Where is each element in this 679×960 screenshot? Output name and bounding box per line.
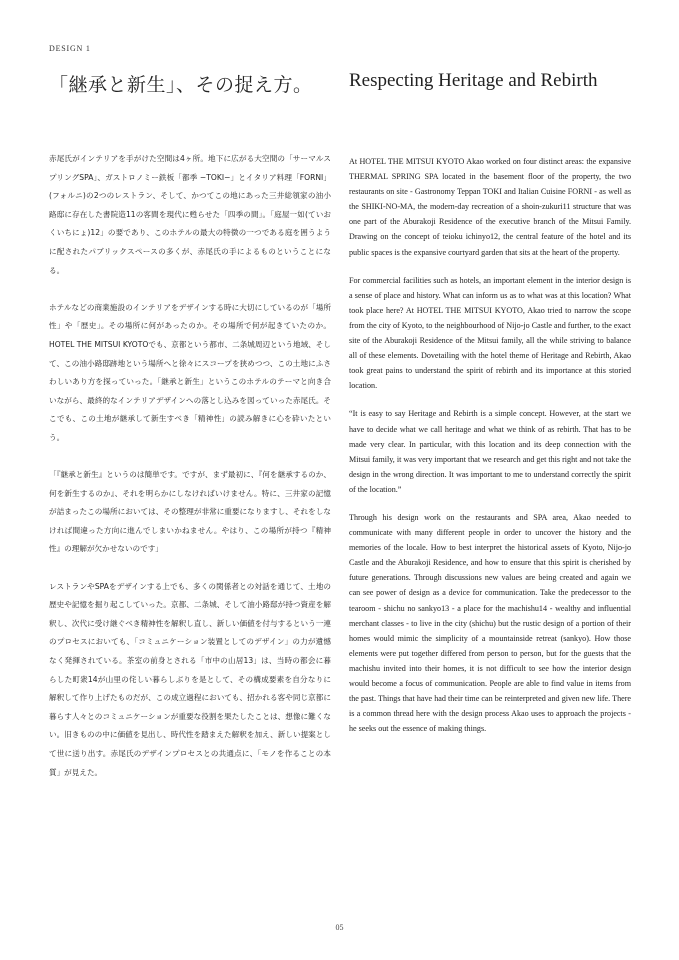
title-japanese: 「継承と新生」、その捉え方。 xyxy=(49,74,313,96)
jp-paragraph-3: 「『継承と新生』というのは簡単です。ですが、まず最初に、『何を継承するのか、何を新生するのか』、それを明らかにしなければいけません。特に、三井家の記憶が詰まったこの場所においては、その整理が非常に重要になりますし、それをしなければ間違った方向に進んでしまいかねません。やはり、この場所が持つ『精神性』の理解が欠かせないのです」 xyxy=(49,470,331,554)
page-number: 05 xyxy=(335,923,344,932)
en-paragraph-2: For commercial facilities such as hotels, an important element in the interior design is a sense of place and history. What can inform us as to what was at this location? What took place here? At HOTEL THE MITSUI KYOTO, Akao tried to narrow the scope from the city of Kyoto, to the neighbourhood of Nijo-jo Castle and further, to the exact site of the Aburakoji Residence of the Mitsui family, all the while striving to balance all of these elements. Dovetailing with the hotel theme of Heritage and Rebirth, Akao took great pains to understand the spirit of rebirth and its importance at this storied location. xyxy=(349,275,631,391)
title-english: Respecting Heritage and Rebirth xyxy=(349,70,598,91)
english-body-column xyxy=(349,154,631,749)
jp-paragraph-4: レストランやSPAをデザインする上でも、多くの関係者との対話を通じて、土地の歴史や記憶を掘り起こしていった。京都、二条城、そして油小路邸が持つ資産を解釈し、次代に受け継ぐべき精神性を解釈し直し、新しい価値を付与するという一連のプロセスにおいても、「コミュニケーション装置としてのデザイン」の力が遺憾なく発揮されている。茶室の前身とされる「市中の山居13」は、当時の都会に暮らした町衆14が山里の侘しい暮らしぶりを是として、その構成要素を自分なりに解釈して作り上げたものだが、この成立過程においても、招かれる客や同じ京都に暮らす人々とのコミュニケーションが重要な役割を果たしたことは、想像に難くない。旧きものの中に価値を見出し、時代性を踏まえた解釈を加え、新しい提案として世に送り出す。赤尾氏のデザインプロセスとの共通点に、「モノを作ることの本質」が見えた。 xyxy=(49,581,331,777)
en-paragraph-4: Through his design work on the restaurants and SPA area, Akao needed to communicate with many different people in order to uncover the history and the memories of the locale. How to best interpret the historical assets of Kyoto, Nijo-jo Castle and the Aburakoji Residence, and how to ensure that this spirit is cherished by future generations. Through discussions new values are being created and again we can see power of design as a device for communication. Take the predecessor to the tearoom - shichu no sankyo13 - a place for the machishu14 - wealthy and influential merchant classes - to live in the city (shichu) but the rustic design of a portion of their homes would mimic the simplicity of a mountainside retreat (sankyo). How those elements were put together differed from person to person, but for the guests that the machishu invited into their homes, it is not difficult to see how the interior design would become a focus of communication. People are able to find value in items from the past. Things that have had their time can be reinterpreted and given new life. There is a common thread here with the design process Akao uses to approach the projects - he seeks out the essence of making things. xyxy=(349,512,631,734)
en-paragraph-1: At HOTEL THE MITSUI KYOTO Akao worked on four distinct areas: the expansive THERMAL SPRING SPA located in the basement floor of the property, the two restaurants on site - Gastronomy Teppan TOKI and Italian Cuisine FORNI - as well as the SHIKI-NO-MA, the modern-day recreation of a shoin-zukuri11 structure that was one part of the Aburakoji Residence of the executive branch of the Mitsui Family. Drawing on the concept of teioku ichinyo12, the central feature of the hotel and its public spaces is the expansive courtyard garden that sits at the heart of the property. xyxy=(349,157,631,257)
section-label: DESIGN 1 xyxy=(49,44,91,53)
jp-paragraph-2: ホテルなどの商業施設のインテリアをデザインする時に大切にしているのが「場所性」や「歴史」。その場所に何があったのか。その場所で何が起きていたのか。HOTEL THE MITSUI KYOTOでも、京都という都市、二条城周辺という地域、そして、この油小路邸跡地という場所へと徐々にスコープを狭めつつ、この土地にふさわしいあり方を探っていった。「継承と新生」というこのホテルのテーマと向き合いながら、最終的なインテリアデザインへの落とし込みを図っていった赤尾氏。そこでも、この土地が継承して新生すべき「精神性」の読み解きに心を砕いたという。 xyxy=(49,302,331,442)
jp-paragraph-1: 赤尾氏がインテリアを手がけた空間は4ヶ所。地下に広がる大空間の「サーマルスプリングSPA」、ガストロノミー鉄板「都季 −TOKI−」とイタリア料理「FORNI」(フォルニ)の2つのレストラン、そして、かつてこの地にあった三井総領家の油小路邸に存在した書院造11の客間を現代に甦らせた「四季の間」。「庭屋一如(ていおくいちにょ)12」の要であり、このホテルの最大の特徴の一つである庭を囲うように配されたパブリックスペースの多くが、赤尾氏の手によるものということになる。 xyxy=(49,154,331,275)
japanese-body-column xyxy=(49,150,331,801)
en-paragraph-3: “It is easy to say Heritage and Rebirth is a simple concept. However, at the start we have to decide what we call heritage and what we think of as rebirth. That has to be made very clear. In particular, with this location and its deep connection with the Mitsui family, it was very important that we research and get this right and not take the design in the wrong direction. It was important to me to understand correctly the spirit of the location.” xyxy=(349,409,631,494)
